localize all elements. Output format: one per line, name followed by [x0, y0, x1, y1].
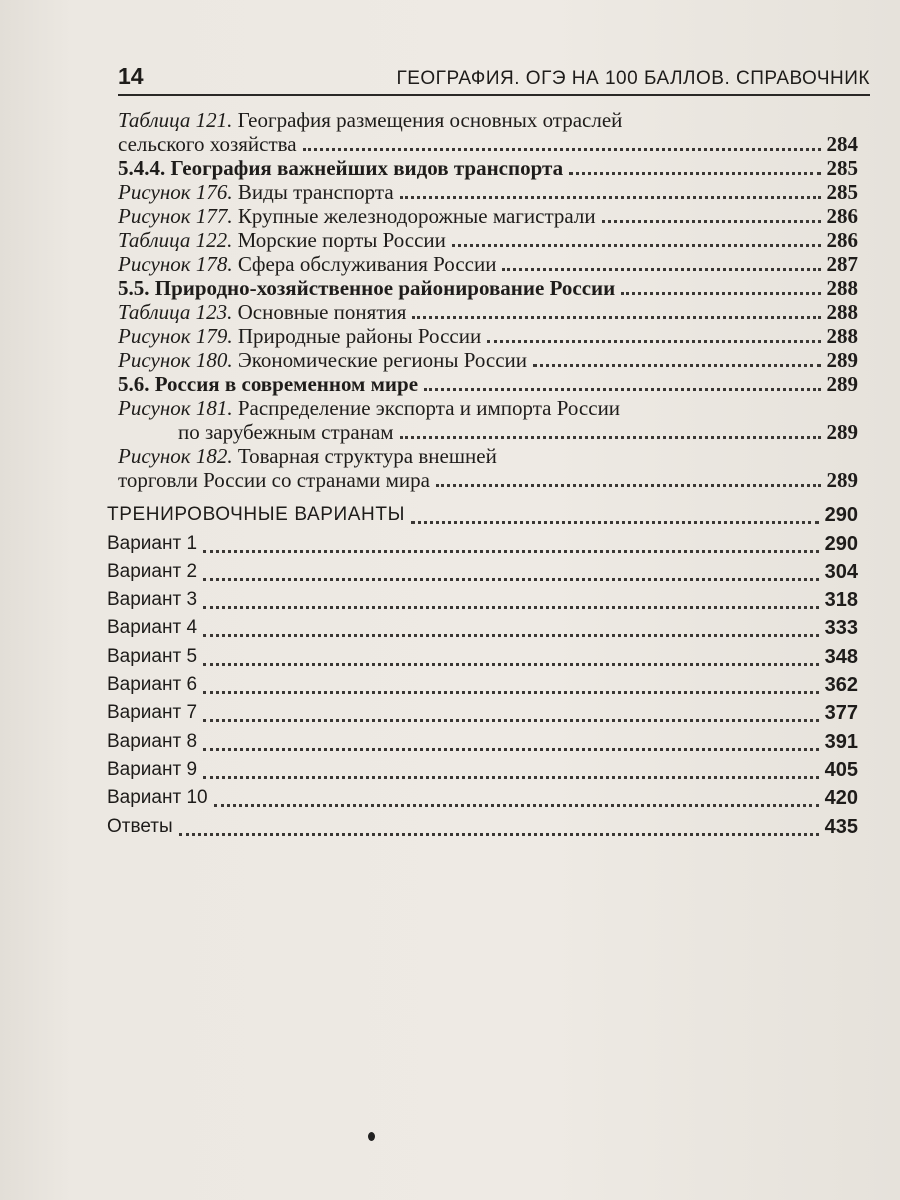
entry-title: Экономические регионы России	[232, 348, 527, 372]
entry-title-continued: сельского хозяйства	[118, 132, 297, 156]
entry-page: 284	[826, 132, 858, 156]
variant-entry	[107, 727, 858, 755]
variant-label: Вариант 1	[107, 532, 198, 554]
entry-kind: Таблица 122.	[118, 228, 233, 252]
variant-page: 420	[824, 787, 858, 810]
leader-dots	[179, 833, 819, 836]
leader-dots	[303, 148, 821, 151]
entry-kind: Рисунок 179.	[118, 324, 233, 348]
page-number: 14	[118, 63, 144, 89]
entry-page: 290	[824, 504, 858, 527]
leader-dots	[203, 776, 819, 779]
variant-entry	[107, 784, 858, 812]
variant-label: Вариант 5	[107, 645, 198, 667]
entry-kind: Рисунок 177.	[118, 204, 233, 228]
toc-entry	[118, 228, 858, 252]
variant-page: 333	[824, 617, 858, 640]
leader-dots	[203, 606, 819, 609]
leader-dots	[533, 364, 821, 367]
variant-entry	[107, 586, 858, 614]
entry-page: 289	[826, 348, 858, 372]
entry-title-continued: торговли России со странами мира	[118, 468, 430, 492]
variant-page: 318	[824, 589, 858, 612]
toc-entry	[118, 156, 858, 180]
variant-page: 362	[824, 674, 858, 697]
entry-title: Природные районы России	[232, 324, 482, 348]
variant-label: Вариант 10	[107, 787, 208, 809]
variant-entry	[107, 642, 858, 670]
variant-page: 405	[824, 758, 858, 781]
entry-title: Распределение экспорта и импорта России	[232, 396, 621, 420]
training-section-title: ТРЕНИРОВОЧНЫЕ ВАРИАНТЫ	[107, 504, 405, 526]
leader-dots	[436, 484, 821, 487]
entry-kind: Рисунок 180.	[118, 348, 233, 372]
leader-dots	[452, 244, 821, 247]
variant-label: Вариант 9	[107, 758, 198, 780]
entry-title: Крупные железнодорожные магистрали	[232, 204, 596, 228]
answers-label: Ответы	[107, 815, 173, 837]
leader-dots	[203, 634, 819, 637]
toc-entry	[118, 180, 858, 204]
variant-label: Вариант 4	[107, 617, 198, 639]
toc-entry	[118, 348, 858, 372]
leader-dots	[400, 436, 821, 439]
table-of-contents	[118, 108, 858, 492]
toc-entry	[118, 324, 858, 348]
entry-kind: Рисунок 178.	[118, 252, 233, 276]
toc-entry	[118, 276, 858, 300]
variant-label: Вариант 8	[107, 730, 198, 752]
section-title: 5.4.4. География важнейших видов транспорта	[118, 156, 564, 180]
toc-entry	[118, 396, 858, 444]
answers-entry	[107, 812, 858, 840]
entry-kind: Таблица 123.	[118, 300, 233, 324]
variant-entry	[107, 699, 858, 727]
leader-dots	[569, 172, 820, 175]
entry-title: Сфера обслуживания России	[232, 252, 497, 276]
variant-page: 304	[824, 560, 858, 583]
variant-page: 348	[824, 645, 858, 668]
entry-page: 288	[826, 276, 858, 300]
section-title: 5.5. Природно-хозяйственное районирование России	[118, 276, 616, 300]
entry-title: Морские порты России	[232, 228, 446, 252]
entry-page: 289	[826, 468, 858, 492]
entry-page: 286	[826, 228, 858, 252]
variant-label: Вариант 7	[107, 702, 198, 724]
entry-page: 289	[826, 420, 858, 444]
leader-dots	[203, 748, 819, 751]
entry-page: 287	[826, 252, 858, 276]
entry-page: 288	[826, 324, 858, 348]
variant-entry	[107, 671, 858, 699]
ink-spot	[368, 1132, 375, 1141]
leader-dots	[203, 691, 819, 694]
entry-title: Товарная структура внешней	[232, 444, 497, 468]
book-title: ГЕОГРАФИЯ. ОГЭ НА 100 БАЛЛОВ. СПРАВОЧНИК	[396, 68, 870, 89]
leader-dots	[621, 292, 820, 295]
toc-entry	[118, 252, 858, 276]
entry-kind: Рисунок 176.	[118, 180, 233, 204]
entry-page: 288	[826, 300, 858, 324]
variant-label: Вариант 6	[107, 674, 198, 696]
leader-dots	[602, 220, 821, 223]
entry-kind: Рисунок 181.	[118, 396, 233, 420]
leader-dots	[214, 804, 819, 807]
leader-dots	[424, 388, 820, 391]
entry-kind: Таблица 121.	[118, 108, 233, 132]
leader-dots	[203, 719, 819, 722]
variant-entry	[107, 756, 858, 784]
entry-title: Основные понятия	[232, 300, 407, 324]
variant-label: Вариант 2	[107, 560, 198, 582]
leader-dots	[203, 663, 819, 666]
variant-page: 377	[824, 702, 858, 725]
leader-dots	[203, 550, 819, 553]
variant-label: Вариант 3	[107, 589, 198, 611]
entry-page: 286	[826, 204, 858, 228]
variant-entry	[107, 529, 858, 557]
leader-dots	[203, 578, 819, 581]
entry-page: 285	[826, 180, 858, 204]
answers-page: 435	[824, 815, 858, 838]
section-title: 5.6. Россия в современном мире	[118, 372, 419, 396]
leader-dots	[487, 340, 820, 343]
training-variants-list	[107, 501, 858, 841]
leader-dots	[411, 521, 819, 524]
entry-page: 289	[826, 372, 858, 396]
entry-title: Виды транспорта	[232, 180, 394, 204]
variant-entry	[107, 558, 858, 586]
toc-entry	[118, 300, 858, 324]
leader-dots	[412, 316, 820, 319]
entry-kind: Рисунок 182.	[118, 444, 233, 468]
training-section-header	[107, 501, 858, 529]
leader-dots	[400, 196, 821, 199]
variant-page: 290	[824, 532, 858, 555]
variant-page: 391	[824, 730, 858, 753]
variant-entry	[107, 614, 858, 642]
toc-entry	[118, 204, 858, 228]
running-header	[118, 58, 870, 96]
entry-title-continued: по зарубежным странам	[178, 420, 394, 444]
toc-entry	[118, 372, 858, 396]
toc-entry	[118, 444, 858, 492]
entry-title: География размещения основных отраслей	[232, 108, 623, 132]
entry-page: 285	[826, 156, 858, 180]
toc-entry	[118, 108, 858, 156]
leader-dots	[502, 268, 820, 271]
